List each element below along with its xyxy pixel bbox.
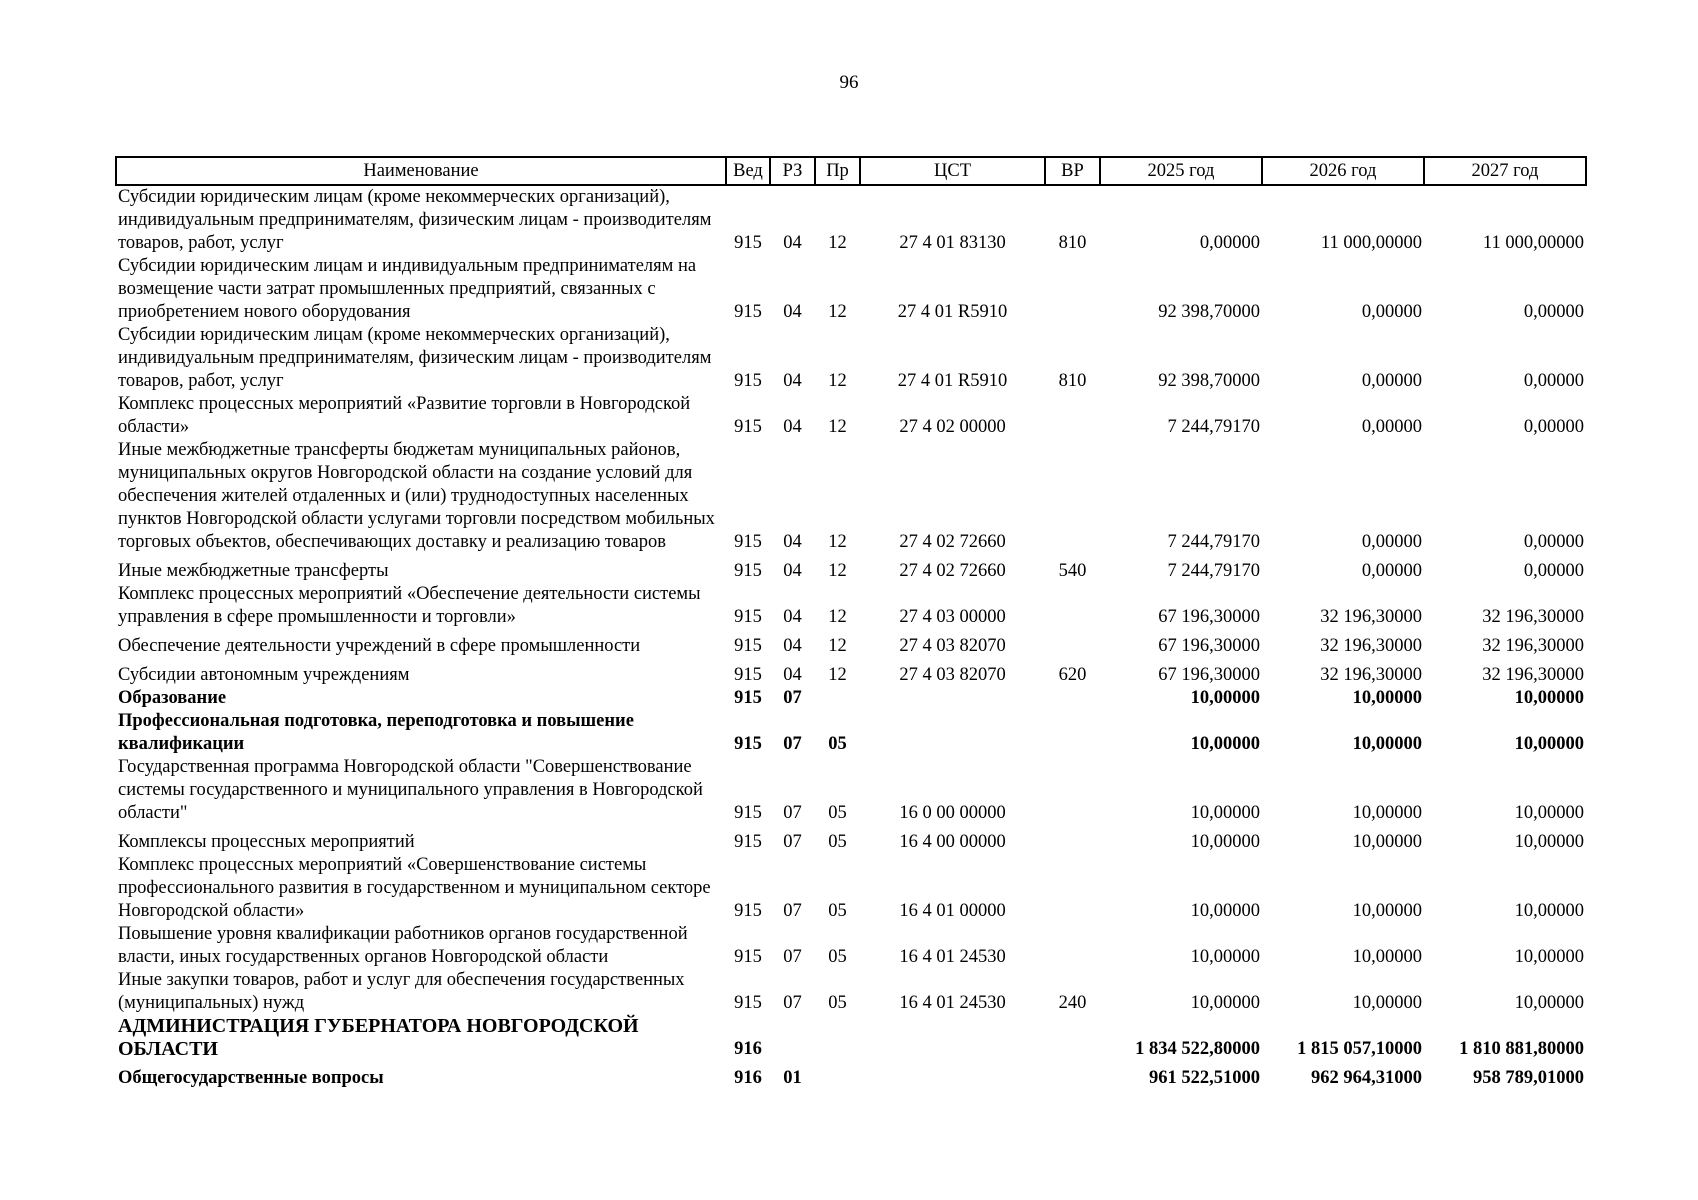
row-vr [1045,756,1100,825]
row-cst: 16 4 00 00000 [899,832,1006,852]
row-pr: 05 [828,993,847,1013]
row-2027: 32 196,30000 [1482,665,1584,685]
row-rz: 04 [783,233,802,253]
row-2025: 67 196,30000 [1158,607,1260,627]
row-2026: 10,00000 [1352,734,1422,754]
row-2026: 0,00000 [1361,417,1422,437]
row-2027: 10,00000 [1514,803,1584,823]
table-header [116,157,1586,185]
table-row [116,393,1586,439]
row-2026: 0,00000 [1361,532,1422,552]
table-row [116,1015,1586,1061]
row-pr: 05 [828,734,847,754]
row-cst: 27 4 03 82070 [899,665,1006,685]
header-ved: Вед [726,157,770,185]
row-pr: 05 [828,947,847,967]
header-cst: ЦСТ [860,157,1045,185]
row-ved: 915 [734,233,762,253]
row-2027: 10,00000 [1514,993,1584,1013]
row-vr: 810 [1058,233,1087,253]
row-cst: 27 4 02 72660 [899,561,1006,581]
row-ved: 915 [734,734,762,754]
row-vr [1045,255,1100,324]
row-ved: 915 [734,561,762,581]
row-vr: 240 [1058,993,1087,1013]
table-row [116,255,1586,324]
header-2025: 2025 год [1100,157,1262,185]
row-2027: 10,00000 [1514,688,1584,708]
row-rz: 07 [783,993,802,1013]
row-2027: 0,00000 [1523,371,1584,391]
row-ved: 915 [734,901,762,921]
row-ved: 915 [734,688,762,708]
row-rz: 07 [783,734,802,754]
row-2027: 0,00000 [1523,532,1584,552]
table-row [116,710,1586,756]
row-vr [1045,439,1100,554]
row-2025: 961 522,51000 [1149,1068,1260,1088]
row-vr [1045,1015,1100,1061]
row-2026: 10,00000 [1352,993,1422,1013]
row-2026: 10,00000 [1352,901,1422,921]
table-row [116,1061,1586,1090]
row-2025: 92 398,70000 [1158,302,1260,322]
row-2025: 0,00000 [1199,233,1260,253]
table-row [116,324,1586,393]
row-vr [1045,854,1100,923]
row-2026: 10,00000 [1352,832,1422,852]
row-name: Обеспечение деятельности учреждений в сфере промышленности [118,636,641,656]
row-vr [1045,687,1100,710]
row-2026: 0,00000 [1361,371,1422,391]
row-ved: 915 [734,371,762,391]
row-name: Иные межбюджетные трансферты [118,561,389,581]
row-name: Субсидии юридическим лицам (кроме некоммерческих организаций), индивидуальным предпринимателям, физическим лицам - производителям товаров, работ, услуг [118,187,712,253]
row-pr: 12 [828,233,847,253]
row-2025: 67 196,30000 [1158,636,1260,656]
row-pr: 12 [828,665,847,685]
row-vr: 620 [1058,665,1087,685]
row-cst: 27 4 02 00000 [899,417,1006,437]
row-ved: 915 [734,832,762,852]
table-row [116,969,1586,1015]
row-2026: 0,00000 [1361,561,1422,581]
row-2027: 32 196,30000 [1482,607,1584,627]
row-rz: 04 [783,636,802,656]
row-name: Общегосударственные вопросы [118,1068,384,1088]
header-pr: Пр [815,157,860,185]
page-number: 96 [839,72,859,93]
row-cst [860,710,1045,756]
row-2027: 0,00000 [1523,417,1584,437]
row-2025: 10,00000 [1190,803,1260,823]
row-vr [1045,710,1100,756]
row-cst: 27 4 03 82070 [899,636,1006,656]
row-cst: 27 4 01 R5910 [897,371,1008,391]
row-2025: 10,00000 [1190,947,1260,967]
row-name: Субсидии юридическим лицам и индивидуальным предпринимателям на возмещение части затрат промышленных предприятий, связанных с приобретением нового оборудования [118,256,697,322]
row-ved: 915 [734,636,762,656]
row-name: Субсидии автономным учреждениям [118,665,410,685]
row-2027: 10,00000 [1514,947,1584,967]
row-2025: 10,00000 [1190,832,1260,852]
row-ved: 915 [734,947,762,967]
header-row [116,157,1586,185]
row-2026: 10,00000 [1352,688,1422,708]
row-vr: 810 [1058,371,1087,391]
row-2026: 962 964,31000 [1311,1068,1422,1088]
row-rz: 04 [783,607,802,627]
row-ved: 915 [734,607,762,627]
row-name: Повышение уровня квалификации работников органов государственной власти, иных государственных органов Новгородской области [118,924,688,967]
row-rz: 04 [783,302,802,322]
row-pr: 05 [828,832,847,852]
row-2027: 11 000,00000 [1482,233,1584,253]
row-2025: 10,00000 [1190,734,1260,754]
row-name: АДМИНИСТРАЦИЯ ГУБЕРНАТОРА НОВГОРОДСКОЙ ОБЛАСТИ [118,1015,639,1060]
row-2025: 67 196,30000 [1158,665,1260,685]
row-2025: 92 398,70000 [1158,371,1260,391]
row-pr: 12 [828,417,847,437]
row-name: Иные межбюджетные трансферты бюджетам муниципальных районов, муниципальных округов Новгородской области на создание условий для обеспечения жителей отдаленных и (или) труднодоступных населенных пунктов Новгородской области услугами торговли посредством мобильных торговых объектов, обеспечивающих доставку и реализацию товаров [118,440,715,552]
row-name: Комплексы процессных мероприятий [118,832,415,852]
row-ved: 915 [734,665,762,685]
row-vr [1045,583,1100,629]
row-vr [1045,923,1100,969]
row-name: Субсидии юридическим лицам (кроме некоммерческих организаций), индивидуальным предпринимателям, физическим лицам - производителям товаров, работ, услуг [118,325,712,391]
header-rz: РЗ [770,157,815,185]
table-row [116,756,1586,825]
row-name: Иные закупки товаров, работ и услуг для обеспечения государственных (муниципальных) нужд [118,970,685,1013]
row-2026: 32 196,30000 [1320,665,1422,685]
table-row [116,583,1586,629]
row-cst [860,687,1045,710]
row-rz: 07 [783,832,802,852]
row-name: Образование [118,688,227,708]
row-rz: 07 [783,803,802,823]
row-cst: 27 4 01 R5910 [897,302,1008,322]
table-row [116,687,1586,710]
row-cst: 16 4 01 24530 [899,993,1006,1013]
row-2027: 0,00000 [1523,561,1584,581]
row-cst [860,1015,1045,1061]
row-2025: 10,00000 [1190,688,1260,708]
row-cst: 27 4 02 72660 [899,532,1006,552]
table-row [116,825,1586,854]
table-body [116,185,1586,1090]
row-rz: 01 [783,1068,802,1088]
row-2027: 10,00000 [1514,734,1584,754]
budget-table [115,156,1587,1090]
row-rz: 07 [783,688,802,708]
row-2027: 32 196,30000 [1482,636,1584,656]
row-rz [770,1015,815,1061]
row-cst: 27 4 01 83130 [899,233,1006,253]
row-2027: 10,00000 [1514,901,1584,921]
row-ved: 915 [734,803,762,823]
row-2025: 10,00000 [1190,901,1260,921]
row-2025: 1 834 522,80000 [1135,1039,1260,1059]
row-2026: 0,00000 [1361,302,1422,322]
header-2026: 2026 год [1262,157,1424,185]
row-name: Комплекс процессных мероприятий «Развитие торговли в Новгородской области» [118,394,691,437]
row-vr [1045,393,1100,439]
row-ved: 915 [734,993,762,1013]
row-cst: 27 4 03 00000 [899,607,1006,627]
row-rz: 04 [783,532,802,552]
table-row [116,658,1586,687]
row-cst: 16 0 00 00000 [899,803,1006,823]
header-vr: ВР [1045,157,1100,185]
row-pr [815,1061,860,1090]
row-pr: 12 [828,371,847,391]
row-2025: 7 244,79170 [1167,561,1260,581]
row-2027: 0,00000 [1523,302,1584,322]
row-vr [1045,629,1100,658]
row-rz: 04 [783,561,802,581]
row-ved: 915 [734,532,762,552]
row-rz: 07 [783,947,802,967]
row-pr [815,687,860,710]
row-pr: 12 [828,636,847,656]
row-ved: 916 [734,1068,762,1088]
row-2026: 10,00000 [1352,803,1422,823]
row-2025: 7 244,79170 [1167,532,1260,552]
row-pr: 12 [828,607,847,627]
row-pr: 12 [828,532,847,552]
row-2025: 10,00000 [1190,993,1260,1013]
row-pr: 12 [828,561,847,581]
row-name: Профессиональная подготовка, переподготовка и повышение квалификации [118,711,634,754]
row-pr: 05 [828,803,847,823]
row-rz: 04 [783,665,802,685]
row-2026: 32 196,30000 [1320,636,1422,656]
row-pr: 05 [828,901,847,921]
table-row [116,923,1586,969]
row-cst [860,1061,1045,1090]
row-ved: 915 [734,417,762,437]
row-2026: 10,00000 [1352,947,1422,967]
row-rz: 04 [783,371,802,391]
row-2027: 10,00000 [1514,832,1584,852]
row-ved: 916 [734,1039,762,1059]
row-cst: 16 4 01 24530 [899,947,1006,967]
table-row [116,439,1586,554]
header-name: Наименование [116,157,726,185]
row-2026: 1 815 057,10000 [1297,1039,1422,1059]
row-pr [815,1015,860,1061]
row-name: Комплекс процессных мероприятий «Совершенствование системы профессионального развития в государственном и муниципальном секторе Новгородской области» [118,855,711,921]
header-2027: 2027 год [1424,157,1586,185]
row-2027: 1 810 881,80000 [1459,1039,1584,1059]
table-row [116,854,1586,923]
table-row [116,629,1586,658]
row-ved: 915 [734,302,762,322]
row-2026: 11 000,00000 [1320,233,1422,253]
row-name: Комплекс процессных мероприятий «Обеспечение деятельности системы управления в сфере промышленности и торговли» [118,584,701,627]
row-cst: 16 4 01 00000 [899,901,1006,921]
row-vr: 540 [1058,561,1087,581]
row-vr [1045,1061,1100,1090]
row-vr [1045,825,1100,854]
table-row [116,185,1586,255]
table-row [116,554,1586,583]
row-pr: 12 [828,302,847,322]
row-2025: 7 244,79170 [1167,417,1260,437]
row-rz: 07 [783,901,802,921]
row-rz: 04 [783,417,802,437]
row-2026: 32 196,30000 [1320,607,1422,627]
row-2027: 958 789,01000 [1473,1068,1584,1088]
row-name: Государственная программа Новгородской области "Совершенствование системы государственного и муниципального управления в Новгородской области" [118,757,703,823]
